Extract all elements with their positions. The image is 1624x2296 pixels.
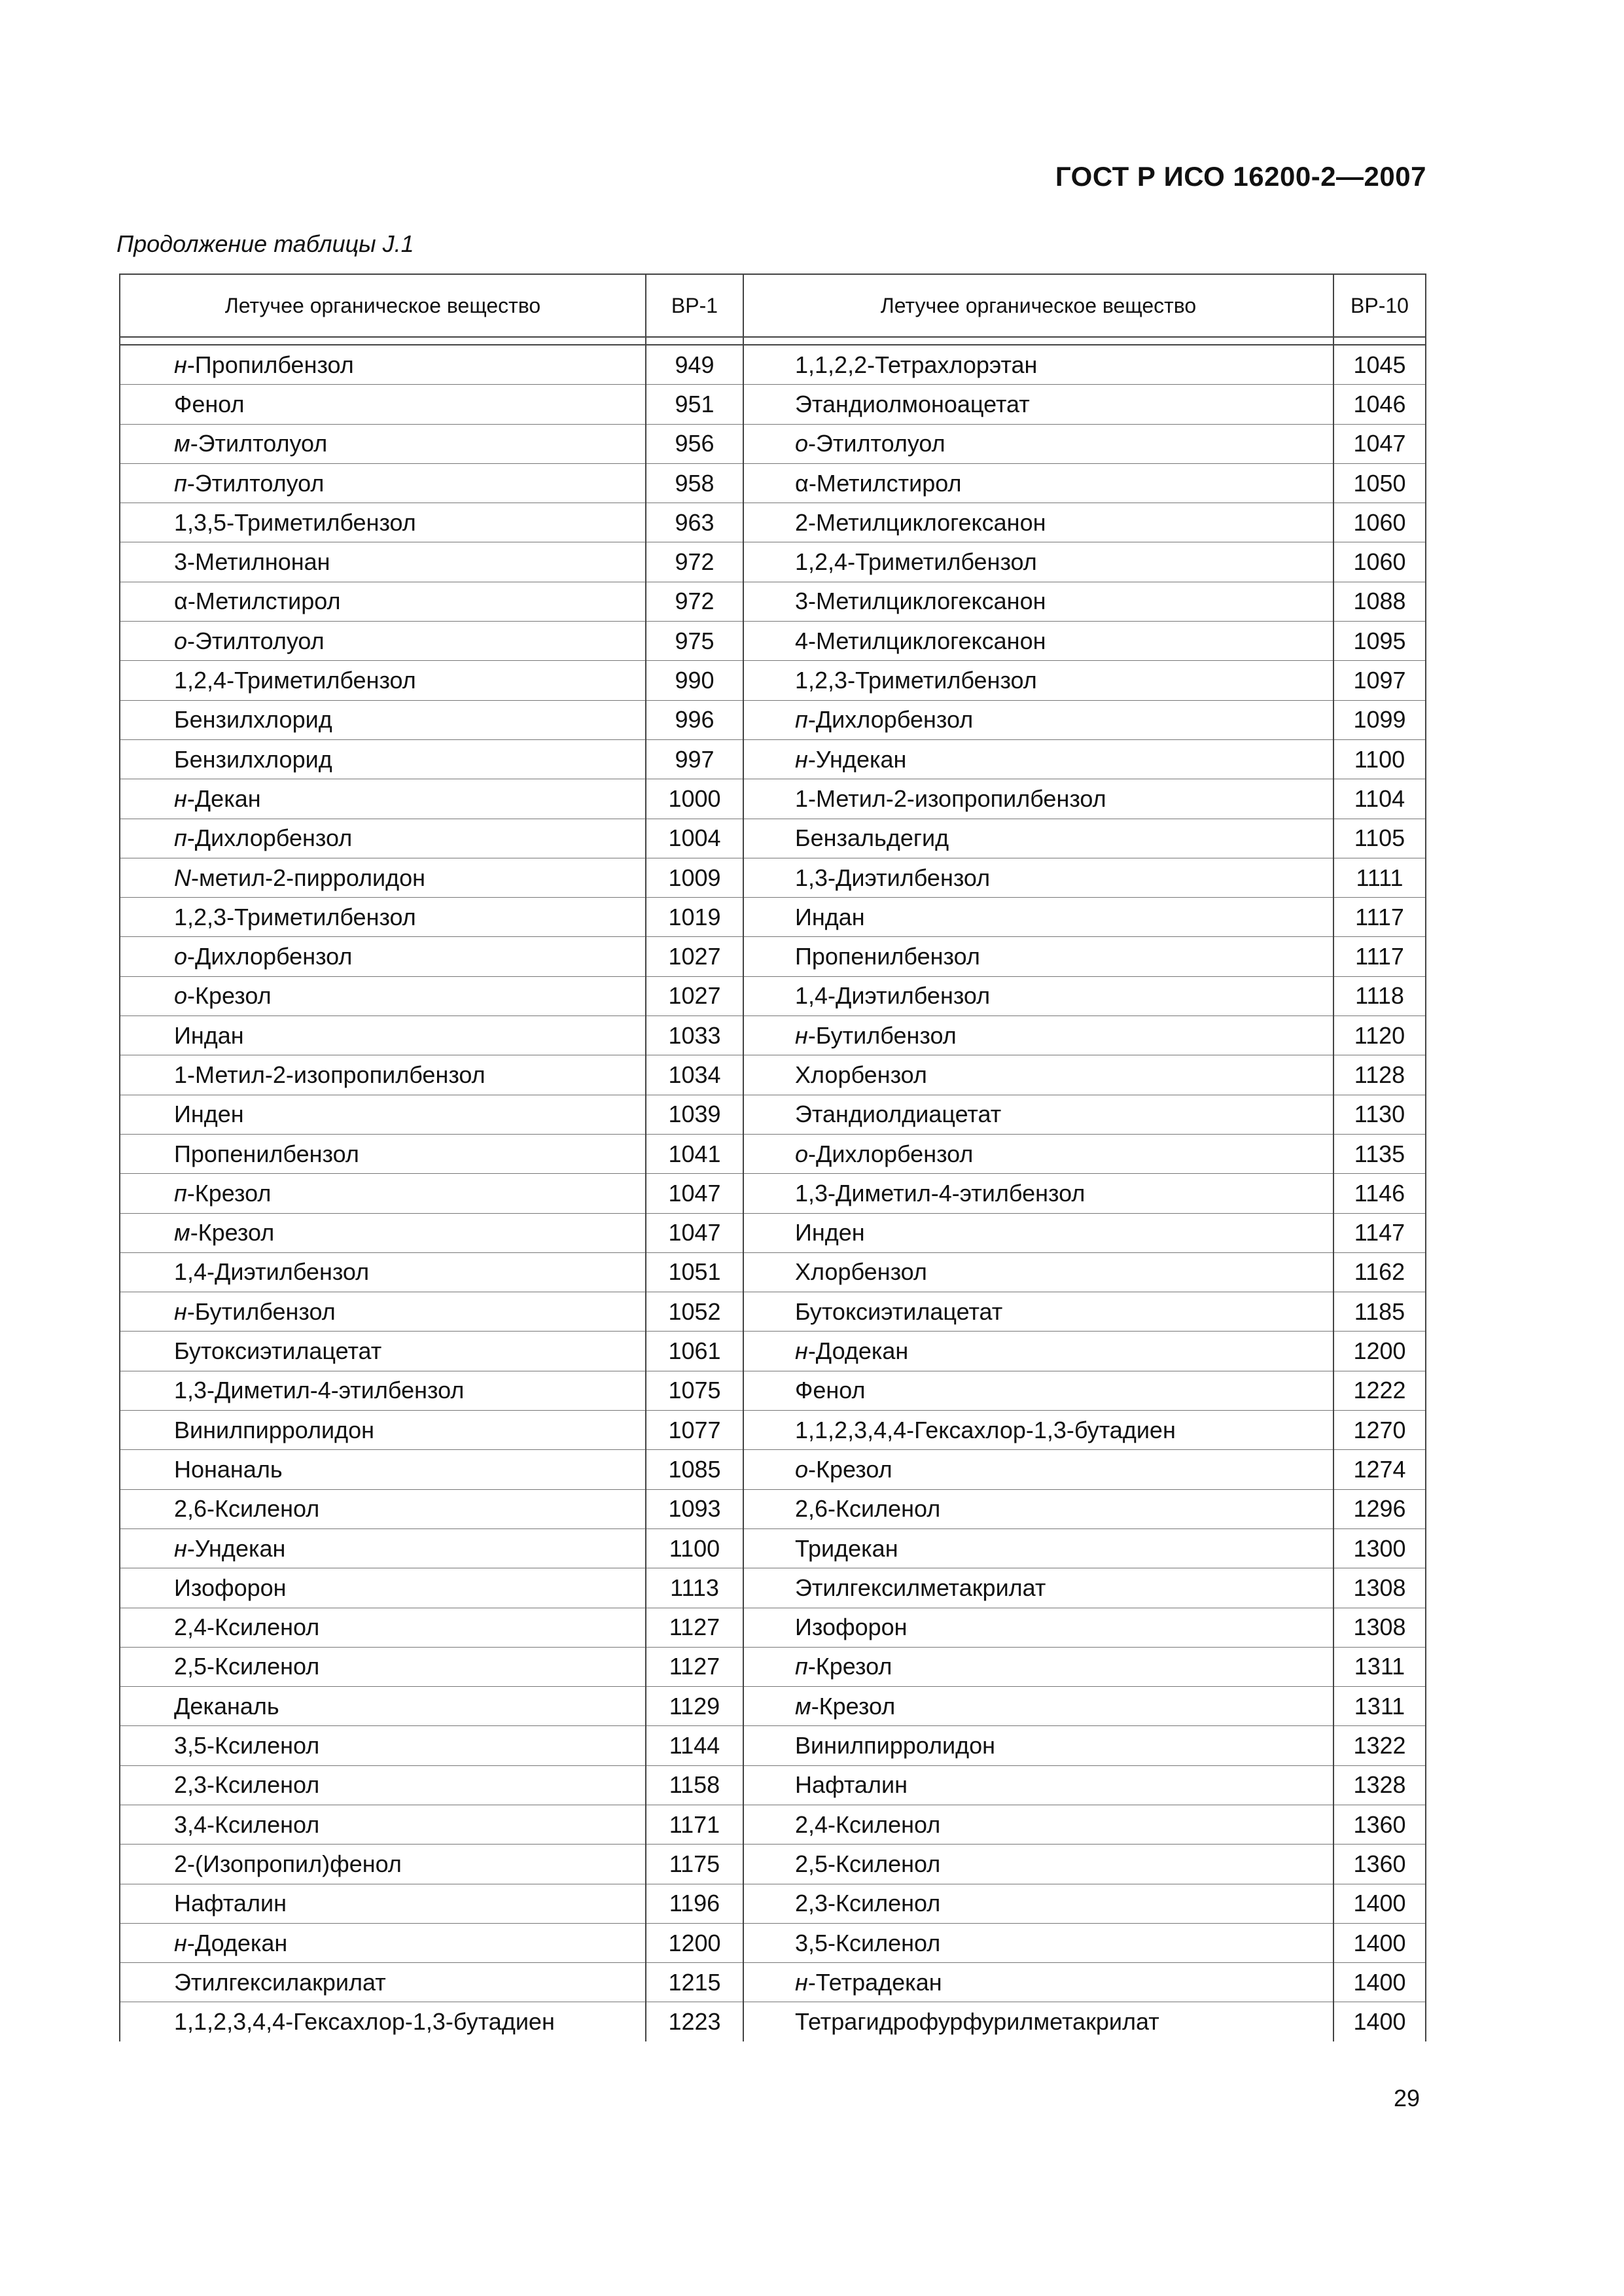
- chemical-prefix: п: [795, 706, 808, 733]
- bp10-value-cell: 1095: [1333, 622, 1426, 661]
- table-row: [120, 1647, 1426, 1686]
- bp10-value-cell: 1200: [1333, 1332, 1426, 1371]
- bp10-value-cell: 1322: [1333, 1726, 1426, 1765]
- substance-bp1-cell: 1,2,3-Триметилбензол: [120, 898, 646, 937]
- bp10-value-cell: 1105: [1333, 819, 1426, 858]
- bp10-value-cell: 1147: [1333, 1213, 1426, 1252]
- substance-bp10-cell: Изофорон: [743, 1608, 1333, 1647]
- bp1-value-cell: 1047: [646, 1174, 743, 1213]
- page-number: 29: [1393, 2085, 1420, 2111]
- bp10-value-cell: 1400: [1333, 1963, 1426, 2002]
- bp1-value-cell: 1085: [646, 1450, 743, 1489]
- bp1-value-cell: 997: [646, 739, 743, 779]
- substance-bp1-cell: Фенол: [120, 385, 646, 424]
- bp10-value-cell: 1400: [1333, 1884, 1426, 1923]
- substance-bp1-cell: α-Метилстирол: [120, 582, 646, 621]
- substance-bp1-cell: н-Бутилбензол: [120, 1292, 646, 1332]
- chemical-prefix: н: [174, 1534, 187, 1562]
- table-row: [120, 819, 1426, 858]
- bp1-value-cell: 975: [646, 622, 743, 661]
- substance-bp1-cell: Инден: [120, 1095, 646, 1134]
- table-body: [120, 345, 1426, 2041]
- substance-bp1-cell: о-Дихлорбензол: [120, 937, 646, 976]
- bp1-value-cell: 1093: [646, 1489, 743, 1528]
- substance-bp10-cell: 1,3-Диметил-4-этилбензол: [743, 1174, 1333, 1213]
- bp10-value-cell: 1130: [1333, 1095, 1426, 1134]
- table-row: [120, 1568, 1426, 1608]
- substance-bp1-cell: Винилпирролидон: [120, 1411, 646, 1450]
- table-row: [120, 700, 1426, 739]
- bp1-value-cell: 1009: [646, 858, 743, 897]
- bp1-value-cell: 1171: [646, 1805, 743, 1844]
- bp10-value-cell: 1100: [1333, 739, 1426, 779]
- bp10-value-cell: 1400: [1333, 2002, 1426, 2041]
- substance-bp10-cell: Винилпирролидон: [743, 1726, 1333, 1765]
- bp1-value-cell: 1215: [646, 1963, 743, 2002]
- substance-bp1-cell: 2,3-Ксиленол: [120, 1765, 646, 1805]
- table-row: [120, 1528, 1426, 1568]
- bp10-value-cell: 1117: [1333, 898, 1426, 937]
- substance-bp1-cell: м-Крезол: [120, 1213, 646, 1252]
- chemical-prefix: н: [795, 1337, 808, 1365]
- bp10-value-cell: 1360: [1333, 1805, 1426, 1844]
- substance-bp10-cell: α-Метилстирол: [743, 463, 1333, 503]
- bp1-value-cell: 1129: [646, 1687, 743, 1726]
- substance-bp1-cell: 1,3,5-Триметилбензол: [120, 503, 646, 542]
- table-row: [120, 1726, 1426, 1765]
- table-row: [120, 2002, 1426, 2041]
- chemical-prefix: о: [795, 1140, 809, 1167]
- table-row: [120, 463, 1426, 503]
- bp10-value-cell: 1185: [1333, 1292, 1426, 1332]
- table-row: [120, 1608, 1426, 1647]
- table-row: [120, 1963, 1426, 2002]
- substance-bp10-cell: Индан: [743, 898, 1333, 937]
- table-header-row: [120, 274, 1426, 337]
- table-row: [120, 661, 1426, 700]
- table-row: [120, 898, 1426, 937]
- bp10-value-cell: 1270: [1333, 1411, 1426, 1450]
- column-header-bp1: BP-1: [646, 274, 743, 337]
- bp1-value-cell: 951: [646, 385, 743, 424]
- bp1-value-cell: 1158: [646, 1765, 743, 1805]
- substance-bp10-cell: 1,1,2,2-Тетрахлорэтан: [743, 345, 1333, 385]
- bp1-value-cell: 1019: [646, 898, 743, 937]
- substance-bp10-cell: 3-Метилциклогексанон: [743, 582, 1333, 621]
- substance-bp1-cell: Бутоксиэтилацетат: [120, 1332, 646, 1371]
- substance-bp10-cell: 1,4-Диэтилбензол: [743, 976, 1333, 1016]
- voc-retention-table: [119, 274, 1426, 2041]
- chemical-prefix: н: [174, 1929, 187, 1956]
- header-separator-row: [120, 337, 1426, 345]
- bp1-value-cell: 1061: [646, 1332, 743, 1371]
- table-row: [120, 1213, 1426, 1252]
- substance-bp10-cell: 4-Метилциклогексанон: [743, 622, 1333, 661]
- bp10-value-cell: 1128: [1333, 1055, 1426, 1095]
- substance-bp1-cell: о-Этилтолуол: [120, 622, 646, 661]
- substance-bp10-cell: Нафталин: [743, 1765, 1333, 1805]
- bp1-value-cell: 972: [646, 582, 743, 621]
- bp1-value-cell: 963: [646, 503, 743, 542]
- substance-bp1-cell: п-Дихлорбензол: [120, 819, 646, 858]
- substance-bp10-cell: Этилгексилметакрилат: [743, 1568, 1333, 1608]
- bp10-value-cell: 1060: [1333, 542, 1426, 582]
- substance-bp10-cell: о-Этилтолуол: [743, 424, 1333, 463]
- substance-bp1-cell: 2,5-Ксиленол: [120, 1647, 646, 1686]
- column-header-substance-bp10: Летучее органическое вещество: [743, 274, 1333, 337]
- bp1-value-cell: 1196: [646, 1884, 743, 1923]
- table-row: [120, 1332, 1426, 1371]
- bp1-value-cell: 1041: [646, 1134, 743, 1173]
- substance-bp10-cell: 2,3-Ксиленол: [743, 1884, 1333, 1923]
- table-row: [120, 1450, 1426, 1489]
- table-row: [120, 1252, 1426, 1292]
- substance-bp1-cell: п-Крезол: [120, 1174, 646, 1213]
- table-row: [120, 1845, 1426, 1884]
- substance-bp10-cell: Инден: [743, 1213, 1333, 1252]
- table-row: [120, 1292, 1426, 1332]
- substance-bp10-cell: Хлорбензол: [743, 1055, 1333, 1095]
- bp10-value-cell: 1300: [1333, 1528, 1426, 1568]
- substance-bp1-cell: н-Декан: [120, 779, 646, 819]
- substance-bp10-cell: 2,4-Ксиленол: [743, 1805, 1333, 1844]
- table-row: [120, 385, 1426, 424]
- bp10-value-cell: 1328: [1333, 1765, 1426, 1805]
- bp10-value-cell: 1088: [1333, 582, 1426, 621]
- table-row: [120, 542, 1426, 582]
- substance-bp10-cell: 1,1,2,3,4,4-Гексахлор-1,3-бутадиен: [743, 1411, 1333, 1450]
- substance-bp10-cell: п-Дихлорбензол: [743, 700, 1333, 739]
- chemical-prefix: м: [174, 1219, 190, 1246]
- substance-bp10-cell: н-Ундекан: [743, 739, 1333, 779]
- chemical-prefix: п: [795, 1653, 808, 1680]
- bp1-value-cell: 1077: [646, 1411, 743, 1450]
- substance-bp10-cell: Хлорбензол: [743, 1252, 1333, 1292]
- bp1-value-cell: 1144: [646, 1726, 743, 1765]
- bp1-value-cell: 1033: [646, 1016, 743, 1055]
- table-row: [120, 937, 1426, 976]
- chemical-prefix: о: [174, 982, 188, 1010]
- table-row: [120, 976, 1426, 1016]
- chemical-prefix: о: [795, 1455, 809, 1483]
- chemical-prefix: н: [174, 1298, 187, 1325]
- substance-bp1-cell: Изофорон: [120, 1568, 646, 1608]
- substance-bp1-cell: 3,4-Ксиленол: [120, 1805, 646, 1844]
- table-row: [120, 1174, 1426, 1213]
- substance-bp1-cell: Нонаналь: [120, 1450, 646, 1489]
- chemical-prefix: н: [795, 1968, 808, 1996]
- bp10-value-cell: 1308: [1333, 1608, 1426, 1647]
- chemical-prefix: н: [795, 745, 808, 773]
- table-row: [120, 1134, 1426, 1173]
- substance-bp1-cell: н-Ундекан: [120, 1528, 646, 1568]
- substance-bp1-cell: п-Этилтолуол: [120, 463, 646, 503]
- table-row: [120, 858, 1426, 897]
- substance-bp10-cell: Бензальдегид: [743, 819, 1333, 858]
- bp1-value-cell: 1034: [646, 1055, 743, 1095]
- bp10-value-cell: 1120: [1333, 1016, 1426, 1055]
- bp1-value-cell: 1051: [646, 1252, 743, 1292]
- substance-bp10-cell: 1-Метил-2-изопропилбензол: [743, 779, 1333, 819]
- table-row: [120, 582, 1426, 621]
- bp10-value-cell: 1296: [1333, 1489, 1426, 1528]
- bp10-value-cell: 1060: [1333, 503, 1426, 542]
- bp10-value-cell: 1097: [1333, 661, 1426, 700]
- bp10-value-cell: 1135: [1333, 1134, 1426, 1173]
- substance-bp1-cell: 1,3-Диметил-4-этилбензол: [120, 1371, 646, 1410]
- bp1-value-cell: 990: [646, 661, 743, 700]
- bp10-value-cell: 1046: [1333, 385, 1426, 424]
- bp1-value-cell: 1175: [646, 1845, 743, 1884]
- bp10-value-cell: 1360: [1333, 1845, 1426, 1884]
- table-row: [120, 1055, 1426, 1095]
- chemical-prefix: п: [174, 824, 187, 852]
- table-row: [120, 779, 1426, 819]
- chemical-prefix: м: [795, 1692, 811, 1720]
- substance-bp10-cell: 2,5-Ксиленол: [743, 1845, 1333, 1884]
- bp1-value-cell: 958: [646, 463, 743, 503]
- substance-bp1-cell: о-Крезол: [120, 976, 646, 1016]
- bp1-value-cell: 1004: [646, 819, 743, 858]
- table-row: [120, 1489, 1426, 1528]
- bp1-value-cell: 1223: [646, 2002, 743, 2041]
- substance-bp10-cell: м-Крезол: [743, 1687, 1333, 1726]
- substance-bp1-cell: 1-Метил-2-изопропилбензол: [120, 1055, 646, 1095]
- substance-bp1-cell: Нафталин: [120, 1884, 646, 1923]
- document-standard-header: ГОСТ Р ИСО 16200-2—2007: [1055, 161, 1426, 192]
- bp1-value-cell: 1039: [646, 1095, 743, 1134]
- bp10-value-cell: 1117: [1333, 937, 1426, 976]
- substance-bp1-cell: н-Додекан: [120, 1923, 646, 1962]
- substance-bp10-cell: 1,3-Диэтилбензол: [743, 858, 1333, 897]
- bp1-value-cell: 1000: [646, 779, 743, 819]
- bp10-value-cell: 1099: [1333, 700, 1426, 739]
- table-row: [120, 1095, 1426, 1134]
- substance-bp10-cell: о-Дихлорбензол: [743, 1134, 1333, 1173]
- substance-bp10-cell: Тетрагидрофурфурилметакрилат: [743, 2002, 1333, 2041]
- substance-bp1-cell: Бензилхлорид: [120, 700, 646, 739]
- bp1-value-cell: 1052: [646, 1292, 743, 1332]
- bp10-value-cell: 1104: [1333, 779, 1426, 819]
- chemical-prefix: о: [174, 943, 188, 970]
- bp1-value-cell: 949: [646, 345, 743, 385]
- column-header-substance-bp1: Летучее органическое вещество: [120, 274, 646, 337]
- substance-bp1-cell: Этилгексилакрилат: [120, 1963, 646, 2002]
- substance-bp10-cell: Бутоксиэтилацетат: [743, 1292, 1333, 1332]
- substance-bp10-cell: н-Тетрадекан: [743, 1963, 1333, 2002]
- substance-bp10-cell: Пропенилбензол: [743, 937, 1333, 976]
- substance-bp1-cell: Бензилхлорид: [120, 739, 646, 779]
- bp1-value-cell: 1047: [646, 1213, 743, 1252]
- table-row: [120, 345, 1426, 385]
- substance-bp10-cell: Тридекан: [743, 1528, 1333, 1568]
- substance-bp1-cell: 1,2,4-Триметилбензол: [120, 661, 646, 700]
- column-header-bp10: BP-10: [1333, 274, 1426, 337]
- table-row: [120, 1923, 1426, 1962]
- substance-bp10-cell: Фенол: [743, 1371, 1333, 1410]
- bp1-value-cell: 1075: [646, 1371, 743, 1410]
- table-row: [120, 622, 1426, 661]
- table-row: [120, 1884, 1426, 1923]
- substance-bp1-cell: Деканаль: [120, 1687, 646, 1726]
- bp10-value-cell: 1118: [1333, 976, 1426, 1016]
- table-row: [120, 1687, 1426, 1726]
- substance-bp10-cell: н-Бутилбензол: [743, 1016, 1333, 1055]
- substance-bp1-cell: Пропенилбензол: [120, 1134, 646, 1173]
- substance-bp1-cell: Индан: [120, 1016, 646, 1055]
- bp10-value-cell: 1400: [1333, 1923, 1426, 1962]
- bp1-value-cell: 1027: [646, 976, 743, 1016]
- bp10-value-cell: 1047: [1333, 424, 1426, 463]
- substance-bp10-cell: 1,2,3-Триметилбензол: [743, 661, 1333, 700]
- table-row: [120, 503, 1426, 542]
- bp10-value-cell: 1222: [1333, 1371, 1426, 1410]
- substance-bp10-cell: н-Додекан: [743, 1332, 1333, 1371]
- bp10-value-cell: 1311: [1333, 1647, 1426, 1686]
- substance-bp10-cell: 2,6-Ксиленол: [743, 1489, 1333, 1528]
- chemical-prefix: о: [174, 627, 188, 654]
- bp10-value-cell: 1146: [1333, 1174, 1426, 1213]
- chemical-prefix: п: [174, 469, 187, 497]
- bp1-value-cell: 1027: [646, 937, 743, 976]
- substance-bp10-cell: о-Крезол: [743, 1450, 1333, 1489]
- substance-bp1-cell: 3-Метилнонан: [120, 542, 646, 582]
- substance-bp1-cell: 2,4-Ксиленол: [120, 1608, 646, 1647]
- chemical-prefix: N: [174, 864, 191, 891]
- table-row: [120, 1765, 1426, 1805]
- substance-bp1-cell: 1,4-Диэтилбензол: [120, 1252, 646, 1292]
- chemical-prefix: о: [795, 430, 809, 457]
- table-row: [120, 739, 1426, 779]
- bp1-value-cell: 972: [646, 542, 743, 582]
- table-row: [120, 1805, 1426, 1844]
- table-row: [120, 1411, 1426, 1450]
- substance-bp10-cell: 1,2,4-Триметилбензол: [743, 542, 1333, 582]
- substance-bp10-cell: п-Крезол: [743, 1647, 1333, 1686]
- substance-bp1-cell: м-Этилтолуол: [120, 424, 646, 463]
- chemical-prefix: н: [795, 1021, 808, 1049]
- chemical-prefix: п: [174, 1179, 187, 1207]
- bp1-value-cell: 956: [646, 424, 743, 463]
- substance-bp1-cell: 2,6-Ксиленол: [120, 1489, 646, 1528]
- bp1-value-cell: 1127: [646, 1647, 743, 1686]
- chemical-prefix: н: [174, 785, 187, 812]
- bp10-value-cell: 1050: [1333, 463, 1426, 503]
- chemical-prefix: н: [174, 351, 187, 378]
- bp1-value-cell: 1100: [646, 1528, 743, 1568]
- table-row: [120, 1016, 1426, 1055]
- table-row: [120, 1371, 1426, 1410]
- bp1-value-cell: 996: [646, 700, 743, 739]
- bp1-value-cell: 1200: [646, 1923, 743, 1962]
- table-continuation-caption: Продолжение таблицы J.1: [116, 230, 414, 257]
- chemical-prefix: м: [174, 430, 190, 457]
- substance-bp1-cell: н-Пропилбензол: [120, 345, 646, 385]
- bp10-value-cell: 1311: [1333, 1687, 1426, 1726]
- substance-bp10-cell: 2-Метилциклогексанон: [743, 503, 1333, 542]
- bp10-value-cell: 1274: [1333, 1450, 1426, 1489]
- substance-bp1-cell: 1,1,2,3,4,4-Гексахлор-1,3-бутадиен: [120, 2002, 646, 2041]
- substance-bp10-cell: Этандиолдиацетат: [743, 1095, 1333, 1134]
- substance-bp10-cell: 3,5-Ксиленол: [743, 1923, 1333, 1962]
- substance-bp1-cell: 3,5-Ксиленол: [120, 1726, 646, 1765]
- bp10-value-cell: 1308: [1333, 1568, 1426, 1608]
- substance-bp1-cell: 2-(Изопропил)фенол: [120, 1845, 646, 1884]
- bp10-value-cell: 1045: [1333, 345, 1426, 385]
- bp10-value-cell: 1162: [1333, 1252, 1426, 1292]
- table-row: [120, 424, 1426, 463]
- substance-bp10-cell: Этандиолмоноацетат: [743, 385, 1333, 424]
- bp10-value-cell: 1111: [1333, 858, 1426, 897]
- substance-bp1-cell: N-метил-2-пирролидон: [120, 858, 646, 897]
- bp1-value-cell: 1127: [646, 1608, 743, 1647]
- bp1-value-cell: 1113: [646, 1568, 743, 1608]
